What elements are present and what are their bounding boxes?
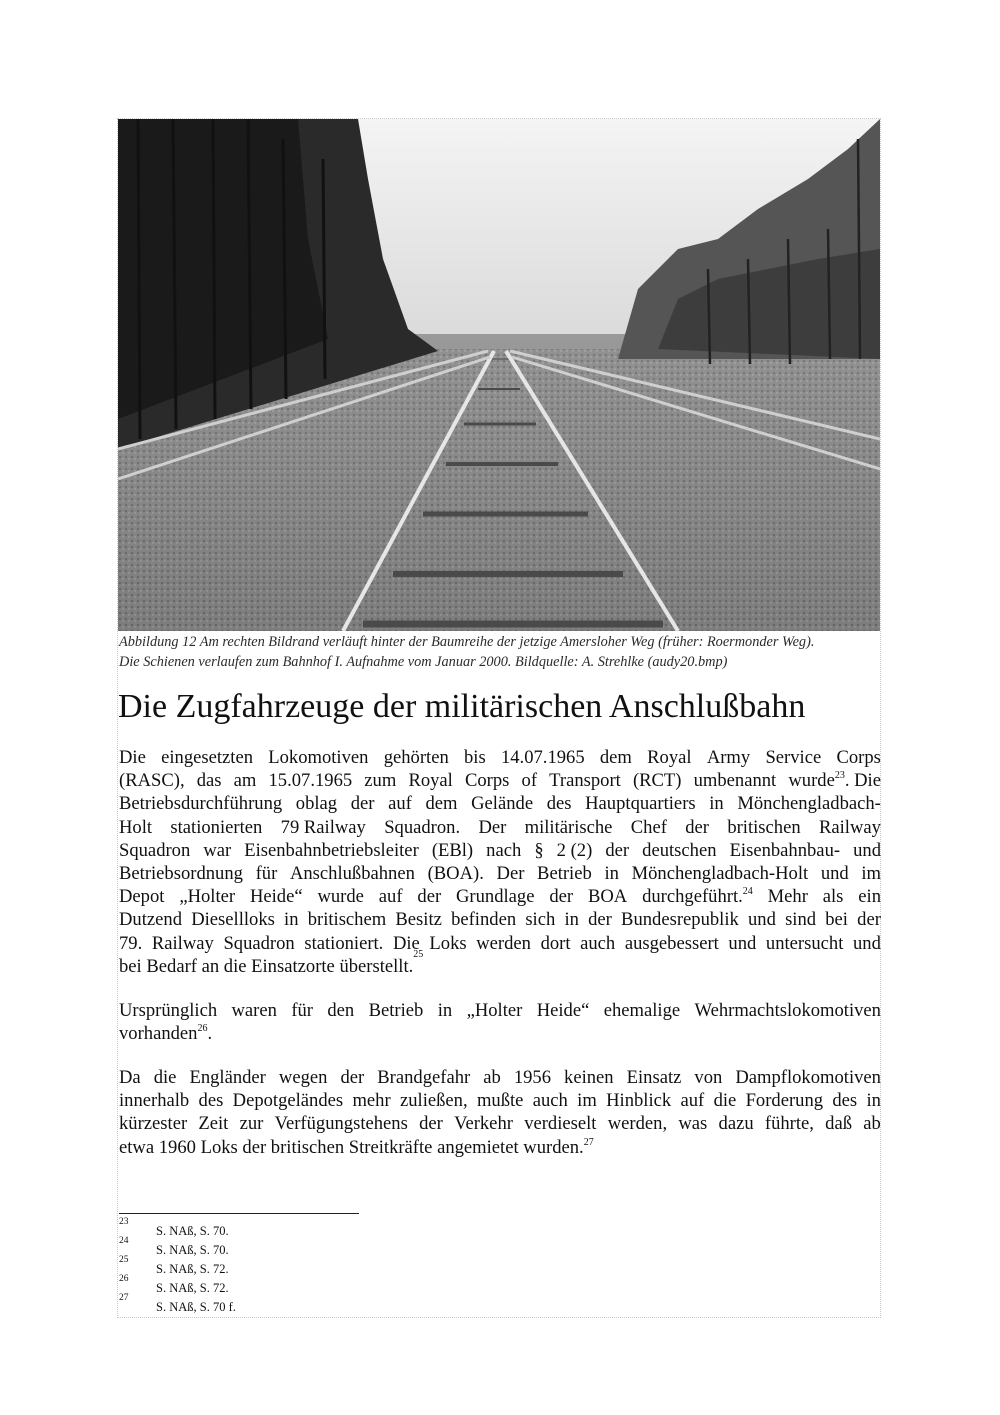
word: Dampflokomotiven: [735, 1067, 881, 1088]
footnote-ref: 26: [197, 1023, 208, 1035]
word: 14.07.1965: [500, 747, 585, 768]
figure-caption: [119, 632, 889, 672]
text-line: [119, 769, 881, 792]
word: innerhalb: [119, 1090, 190, 1112]
word: Corps: [836, 747, 881, 768]
word: des: [198, 1090, 224, 1112]
word: Verfügungstehens: [274, 1113, 408, 1135]
word: Heide“: [249, 886, 303, 908]
word: am: [233, 770, 257, 792]
footnote-text: S. NAß, S. 72.: [156, 1281, 229, 1295]
word: (BOA).: [427, 862, 484, 884]
word: Royal: [408, 770, 453, 792]
word: (RASC),: [119, 770, 185, 792]
word: Anschlußbahnen: [289, 862, 415, 884]
word: den: [327, 1000, 355, 1021]
word: der: [588, 909, 612, 931]
text-line: [119, 932, 881, 955]
word: ab: [483, 1067, 501, 1088]
word: Corps: [464, 770, 510, 792]
word: Forderung: [745, 1090, 824, 1112]
word: befinden: [451, 909, 517, 931]
word: der: [605, 839, 630, 861]
word: führte,: [764, 1113, 814, 1135]
word: in: [866, 1090, 881, 1112]
text-line: [119, 1112, 881, 1135]
word: in: [604, 862, 619, 884]
word: kürzester: [119, 1113, 188, 1135]
word: auf: [388, 793, 412, 815]
footnote-text: S. NAß, S. 72.: [156, 1262, 229, 1276]
word: zum: [364, 770, 397, 792]
word: ab: [863, 1113, 881, 1135]
word: (RCT): [632, 770, 682, 792]
railway-tracks-photo: [118, 119, 880, 631]
word: Holt: [119, 816, 153, 838]
text-line: [119, 1136, 881, 1159]
word: Hauptquartiers: [585, 793, 696, 815]
word: verdieselt: [524, 1113, 597, 1135]
word: in: [437, 1000, 453, 1021]
word: mehr: [352, 1090, 391, 1112]
word: 79 Railway: [280, 816, 366, 838]
word: §: [534, 839, 544, 861]
word: oblag: [295, 793, 338, 815]
word: dem: [425, 793, 458, 815]
word: bis: [464, 747, 486, 768]
word: des: [546, 793, 572, 815]
word: und: [820, 862, 849, 884]
word: daß: [825, 1113, 853, 1135]
word: Die: [392, 932, 420, 954]
word: nach: [486, 839, 522, 861]
word: wurde: [317, 886, 364, 908]
footnote-number: 25: [119, 1255, 129, 1265]
footnote-ref: 23: [834, 770, 845, 782]
word: Zeit: [198, 1113, 229, 1135]
word: als: [822, 886, 844, 908]
word: Mönchengladbach-: [737, 793, 881, 815]
word: im: [577, 1090, 597, 1112]
word: Depotgeländes: [232, 1090, 344, 1112]
word: umbenannt: [693, 770, 777, 792]
word: Wehrmachtslokomotiven: [694, 1000, 881, 1021]
footnote-ref: 24: [742, 886, 753, 898]
word: in: [284, 909, 299, 931]
word: die: [713, 1090, 737, 1112]
word: ein: [858, 886, 881, 908]
word: Loks: [429, 932, 467, 954]
word: ausgebessert: [624, 932, 719, 954]
word: 79.: [119, 932, 143, 954]
word: Depot: [119, 886, 165, 908]
word: Lokomotiven: [268, 747, 369, 768]
footnote-separator: [119, 1213, 359, 1214]
word: Royal: [647, 747, 692, 768]
text-line: [119, 908, 881, 931]
word: Besitz: [395, 909, 442, 931]
word: Die: [119, 747, 146, 768]
word: britischem: [307, 909, 387, 931]
word: mußte: [476, 1090, 524, 1112]
word: waren: [231, 1000, 277, 1021]
word: Betriebsdurchführung: [119, 793, 283, 815]
word: auf: [680, 1090, 705, 1112]
footnote-text: S. NAß, S. 70.: [156, 1224, 229, 1238]
caption-line-1: Abbildung 12 Am rechten Bildrand verläuft hinter der Baumreihe der jetzige Amersloher Weg (früher: Roermonder Weg).: [119, 634, 815, 650]
word: Betrieb: [368, 1000, 424, 1021]
word: Bundesrepublik: [621, 909, 739, 931]
word: in: [709, 793, 724, 815]
word: dort: [540, 932, 571, 954]
word: stationiert.: [304, 932, 384, 954]
word: werden,: [607, 1113, 668, 1135]
footnote-ref: 27: [583, 1136, 594, 1148]
word: Verkehr: [454, 1113, 513, 1135]
word: Railway: [818, 816, 881, 838]
footnote-number: 24: [119, 1236, 129, 1246]
paragraph-locomotives: [119, 746, 881, 978]
word: für: [255, 862, 278, 884]
word: deutschen: [642, 839, 717, 861]
text-line: [119, 1089, 881, 1112]
word: der: [685, 816, 709, 838]
word: war: [203, 839, 232, 861]
word: sind: [785, 909, 817, 931]
word: Engländer: [189, 1067, 266, 1088]
word: wegen: [278, 1067, 328, 1088]
text-line: [119, 885, 881, 908]
railway-photo-illustration: [118, 119, 880, 631]
text-line: [119, 948, 881, 978]
word: Squadron.: [384, 816, 461, 838]
word: gehörten: [383, 747, 449, 768]
word: Gelände: [471, 793, 534, 815]
text-line: [119, 1066, 881, 1089]
word: im: [861, 862, 881, 884]
caption-line-2: Die Schienen verlaufen zum Bahnhof I. Aufnahme vom Januar 2000. Bildquelle: A. Strehlke (audy20.bmp): [119, 654, 728, 670]
word: und: [853, 839, 881, 861]
word: Betriebsordnung: [119, 862, 243, 884]
word: Army: [706, 747, 751, 768]
word: durchgeführt.$^{24}$: [642, 886, 753, 908]
word: 2 (2): [556, 839, 593, 861]
word: militärische: [524, 816, 613, 838]
word: und: [747, 909, 776, 931]
word: wurde$^{23}$. Die: [788, 770, 881, 792]
word: Mehr: [767, 886, 808, 908]
word: Einsatz: [626, 1067, 682, 1088]
word: (EBl): [431, 839, 474, 861]
footnote-ref: 25: [413, 948, 424, 960]
footnote-text: S. NAß, S. 70.: [156, 1243, 229, 1257]
word: bei: [825, 909, 848, 931]
word: die: [153, 1067, 177, 1088]
text-line: [119, 792, 881, 815]
word: auf: [378, 886, 403, 908]
word: Betrieb: [537, 862, 592, 884]
word: „Holter: [466, 1000, 523, 1021]
word: der: [857, 909, 881, 931]
word: von: [694, 1067, 723, 1088]
text-line: [119, 862, 881, 885]
word: und: [728, 932, 757, 954]
word: auch: [580, 932, 616, 954]
word: Brandgefahr: [377, 1067, 471, 1088]
word: dem: [599, 747, 632, 768]
word: Diesellloks: [191, 909, 275, 931]
word: und: [852, 932, 881, 954]
word: 1956: [513, 1067, 552, 1088]
word: Da: [119, 1067, 141, 1088]
word: Eisenbahnbau-: [729, 839, 841, 861]
word: Chef: [630, 816, 667, 838]
word: 15.07.1965: [268, 770, 353, 792]
word: Service: [765, 747, 822, 768]
word: zur: [239, 1113, 264, 1135]
word: of: [521, 770, 538, 792]
word: Ursprünglich: [119, 1000, 218, 1021]
word: Grundlage: [456, 886, 535, 908]
word: Dutzend: [119, 909, 182, 931]
word: untersucht: [765, 932, 844, 954]
word: Mönchengladbach-Holt: [631, 862, 809, 884]
word: Der: [496, 862, 525, 884]
text-segment: bei Bedarf an die Einsatzorte überstellt.: [119, 955, 414, 977]
word: Squadron: [119, 839, 191, 861]
footnote-text: S. NAß, S. 70 f.: [156, 1300, 236, 1314]
word: Transport: [549, 770, 621, 792]
word: Heide“: [536, 1000, 590, 1021]
word: Der: [478, 816, 507, 838]
paragraph-origins: [119, 999, 881, 1045]
word: stationierten: [170, 816, 263, 838]
word: der: [549, 886, 574, 908]
word: ehemalige: [603, 1000, 681, 1021]
text-line: [119, 999, 881, 1022]
word: zuließen,: [399, 1090, 468, 1112]
word: Eisenbahnbetriebsleiter: [244, 839, 419, 861]
word: BOA: [587, 886, 628, 908]
word: werden: [476, 932, 531, 954]
text-line: [119, 1022, 881, 1045]
word: britischen: [727, 816, 801, 838]
word: sich: [525, 909, 556, 931]
text-line: [119, 816, 881, 839]
footnote-number: 27: [119, 1293, 129, 1303]
word: Squadron: [223, 932, 295, 954]
text-segment: etwa 1960 Loks der britischen Streitkräfte angemietet wurden.$^{27}$: [119, 1136, 594, 1158]
word: der: [419, 1113, 443, 1135]
word: Hinblick: [606, 1090, 672, 1112]
word: keinen: [564, 1067, 614, 1088]
word: auch: [532, 1090, 568, 1112]
word: des: [832, 1090, 858, 1112]
word: in: [564, 909, 579, 931]
section-heading: Die Zugfahrzeuge der militärischen Anschlußbahn: [118, 688, 806, 725]
word: dazu: [718, 1113, 754, 1135]
word: Railway: [151, 932, 214, 954]
word: eingesetzten: [161, 747, 253, 768]
footnote-number: 23: [119, 1217, 129, 1227]
word: der: [340, 1067, 365, 1088]
word: der: [417, 886, 442, 908]
word: der: [350, 793, 375, 815]
text-line: [119, 746, 881, 769]
word: das: [196, 770, 222, 792]
word: für: [291, 1000, 313, 1021]
word: was: [678, 1113, 708, 1135]
paragraph-dieselisation: [119, 1066, 881, 1159]
text-line: [119, 839, 881, 862]
text-segment: vorhanden$^{26}$.: [119, 1023, 213, 1045]
word: „Holter: [179, 886, 236, 908]
footnote-number: 26: [119, 1274, 129, 1284]
